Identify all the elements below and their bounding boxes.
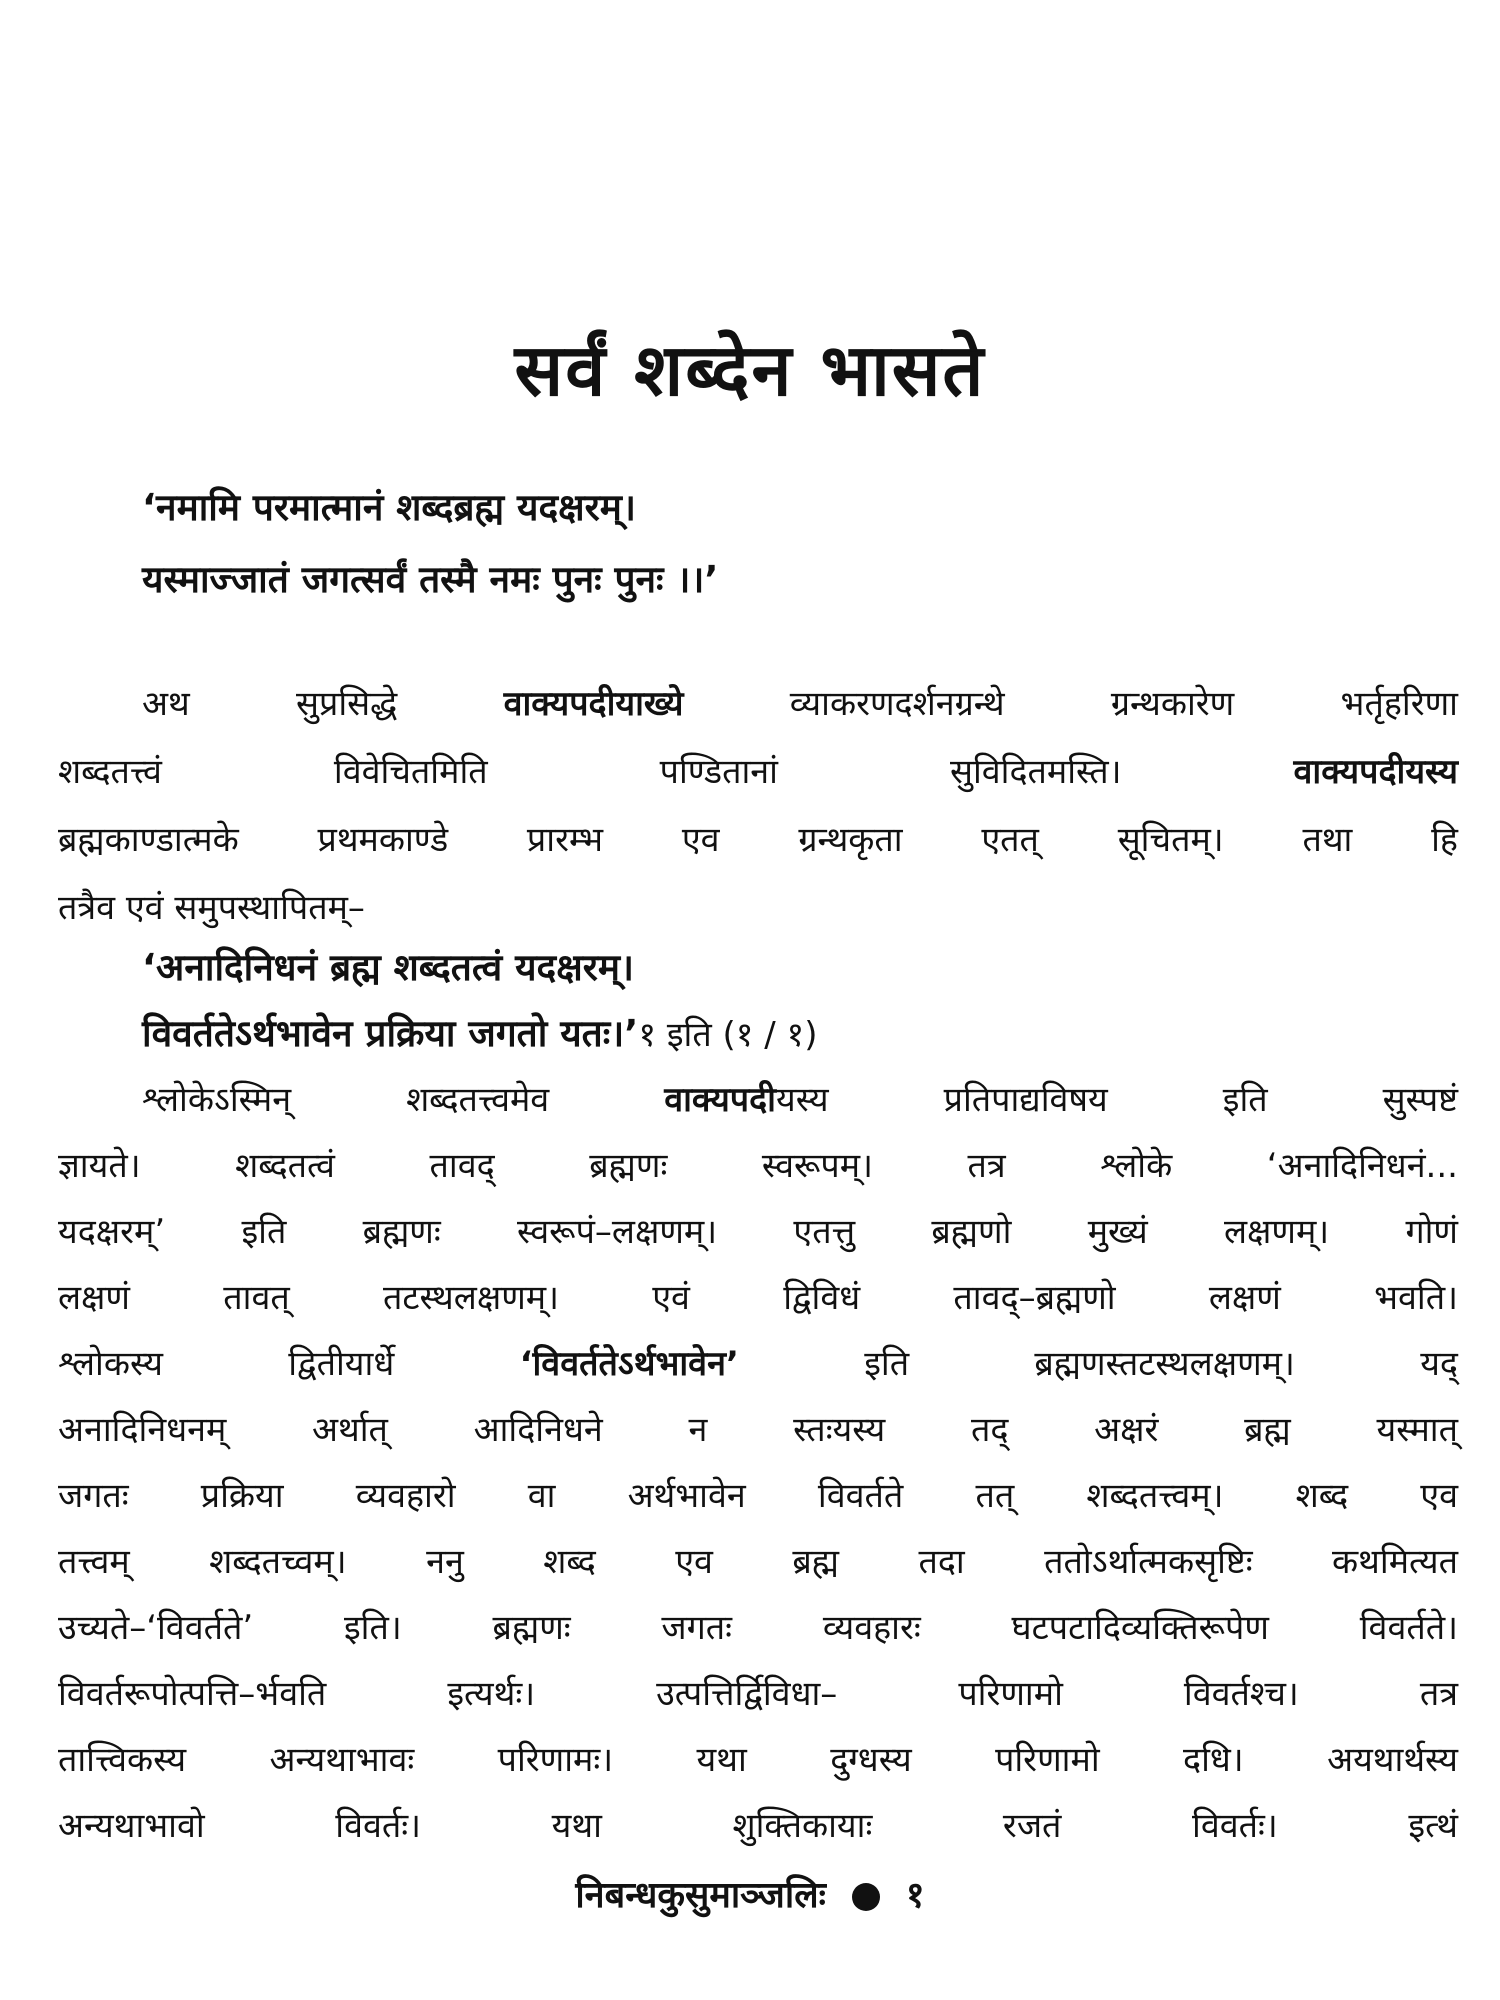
para1-line-3: ब्रह्मकाण्डात्मके प्रथमकाण्डे प्रारम्भ एव ग्रन्थकृता एतत् सूचितम्। तथा हि bbox=[58, 820, 1458, 860]
para1-line-1 bbox=[142, 676, 1458, 732]
opening-verse-line-1: ‘नमामि परमात्मानं शब्दब्रह्म यदक्षरम्। bbox=[142, 486, 636, 529]
para2-line-1-text-a: श्लोकेऽस्मिन् शब्दतत्त्वमेव bbox=[142, 1080, 665, 1120]
quoted-phrase-vivartate: ‘विवर्ततेऽर्थभावेन’ bbox=[519, 1344, 739, 1384]
second-verse-line-1: ‘अनादिनिधनं ब्रह्म शब्दतत्वं यदक्षरम्। bbox=[142, 946, 634, 989]
para2-line-2: ज्ञायते। शब्दतत्वं तावद् ब्रह्मणः स्वरूपम्। तत्र श्लोके ‘अनादिनिधनं... bbox=[58, 1146, 1458, 1186]
second-verse-line-2-text: विवर्ततेऽर्थभावेन प्रक्रिया जगतो यतः।’ bbox=[142, 1012, 639, 1055]
para1-line-2 bbox=[58, 744, 1458, 800]
para2-line-1-text-c: यस्य प्रतिपाद्यविषय इति सुस्पष्टं bbox=[775, 1080, 1458, 1120]
para2-line-11: तात्त्विकस्य अन्यथाभावः परिणामः। यथा दुग्धस्य परिणामो दधि। अयथार्थस्य bbox=[58, 1740, 1458, 1780]
para2-line-6: अनादिनिधनम् अर्थात् आदिनिधने न स्तःयस्य तद् अक्षरं ब्रह्म यस्मात् bbox=[58, 1410, 1458, 1450]
para2-line-9: उच्यते–‘विवर्तते’ इति। ब्रह्मणः जगतः व्यवहारः घटपटादिव्यक्तिरूपेण विवर्तते। bbox=[58, 1608, 1458, 1648]
verse-reference: १ इति (१ / १) bbox=[638, 1015, 818, 1055]
footer-book-title: निबन्धकुसुमाञ्जलिः bbox=[575, 1875, 826, 1916]
para2-line-4: लक्षणं तावत् तटस्थलक्षणम्। एवं द्विविधं तावद्–ब्रह्मणो लक्षणं भवति। bbox=[58, 1278, 1458, 1318]
para2-line-10: विवर्तरूपोत्पत्ति–र्भवति इत्यर्थः। उत्पत्तिर्द्विविधा– परिणामो विवर्तश्च। तत्र bbox=[58, 1674, 1458, 1714]
para2-line-5-text-c: इति ब्रह्मणस्तटस्थलक्षणम्। यद् bbox=[738, 1344, 1458, 1384]
text-title-vakyapadiyakhye: वाक्यपदीयाख्ये bbox=[503, 684, 684, 724]
para2-line-12: अन्यथाभावो विवर्तः। यथा शुक्तिकायाः रजतं विवर्तः। इत्थं bbox=[58, 1806, 1458, 1846]
para2-line-8: तत्त्वम् शब्दतच्वम्। ननु शब्द एव ब्रह्म तदा ततोऽर्थात्मकसृष्टिः कथमित्यत bbox=[58, 1542, 1458, 1582]
para2-line-5-text-a: श्लोकस्य द्वितीयार्धे bbox=[58, 1344, 520, 1384]
para1-line-2-text-a: शब्दतत्त्वं विवेचितमिति पण्डितानां सुविदितमस्ति। bbox=[58, 752, 1294, 792]
text-title-vakyapadi: वाक्यपदी bbox=[664, 1080, 776, 1120]
para2-line-1 bbox=[142, 1072, 1458, 1128]
para1-line-4: तत्रैव एवं समुपस्थापितम्– bbox=[58, 888, 365, 928]
para2-line-5 bbox=[58, 1336, 1458, 1392]
para1-line-1-text-c: व्याकरणदर्शनग्रन्थे ग्रन्थकारेण भर्तृहरिणा bbox=[683, 684, 1458, 724]
para2-line-7: जगतः प्रक्रिया व्यवहारो वा अर्थभावेन विवर्तते तत् शब्दतत्त्वम्। शब्द एव bbox=[58, 1476, 1458, 1516]
bullet-icon bbox=[852, 1883, 880, 1911]
para1-line-1-text-a: अथ सुप्रसिद्धे bbox=[142, 684, 504, 724]
page-number: १ bbox=[905, 1875, 925, 1916]
page-footer bbox=[0, 1866, 1500, 1926]
second-verse-line-2 bbox=[142, 1006, 1442, 1063]
para2-line-3: यदक्षरम्’ इति ब्रह्मणः स्वरूपं–लक्षणम्। एतत्तु ब्रह्मणो मुख्यं लक्षणम्। गोणं bbox=[58, 1212, 1458, 1252]
text-title-vakyapadiyasya: वाक्यपदीयस्य bbox=[1293, 752, 1458, 792]
opening-verse-line-2: यस्माज्जातं जगत्सर्वं तस्मै नमः पुनः पुनः ।।’ bbox=[142, 558, 719, 601]
page-title: सर्वं शब्देन भासते bbox=[514, 328, 986, 412]
